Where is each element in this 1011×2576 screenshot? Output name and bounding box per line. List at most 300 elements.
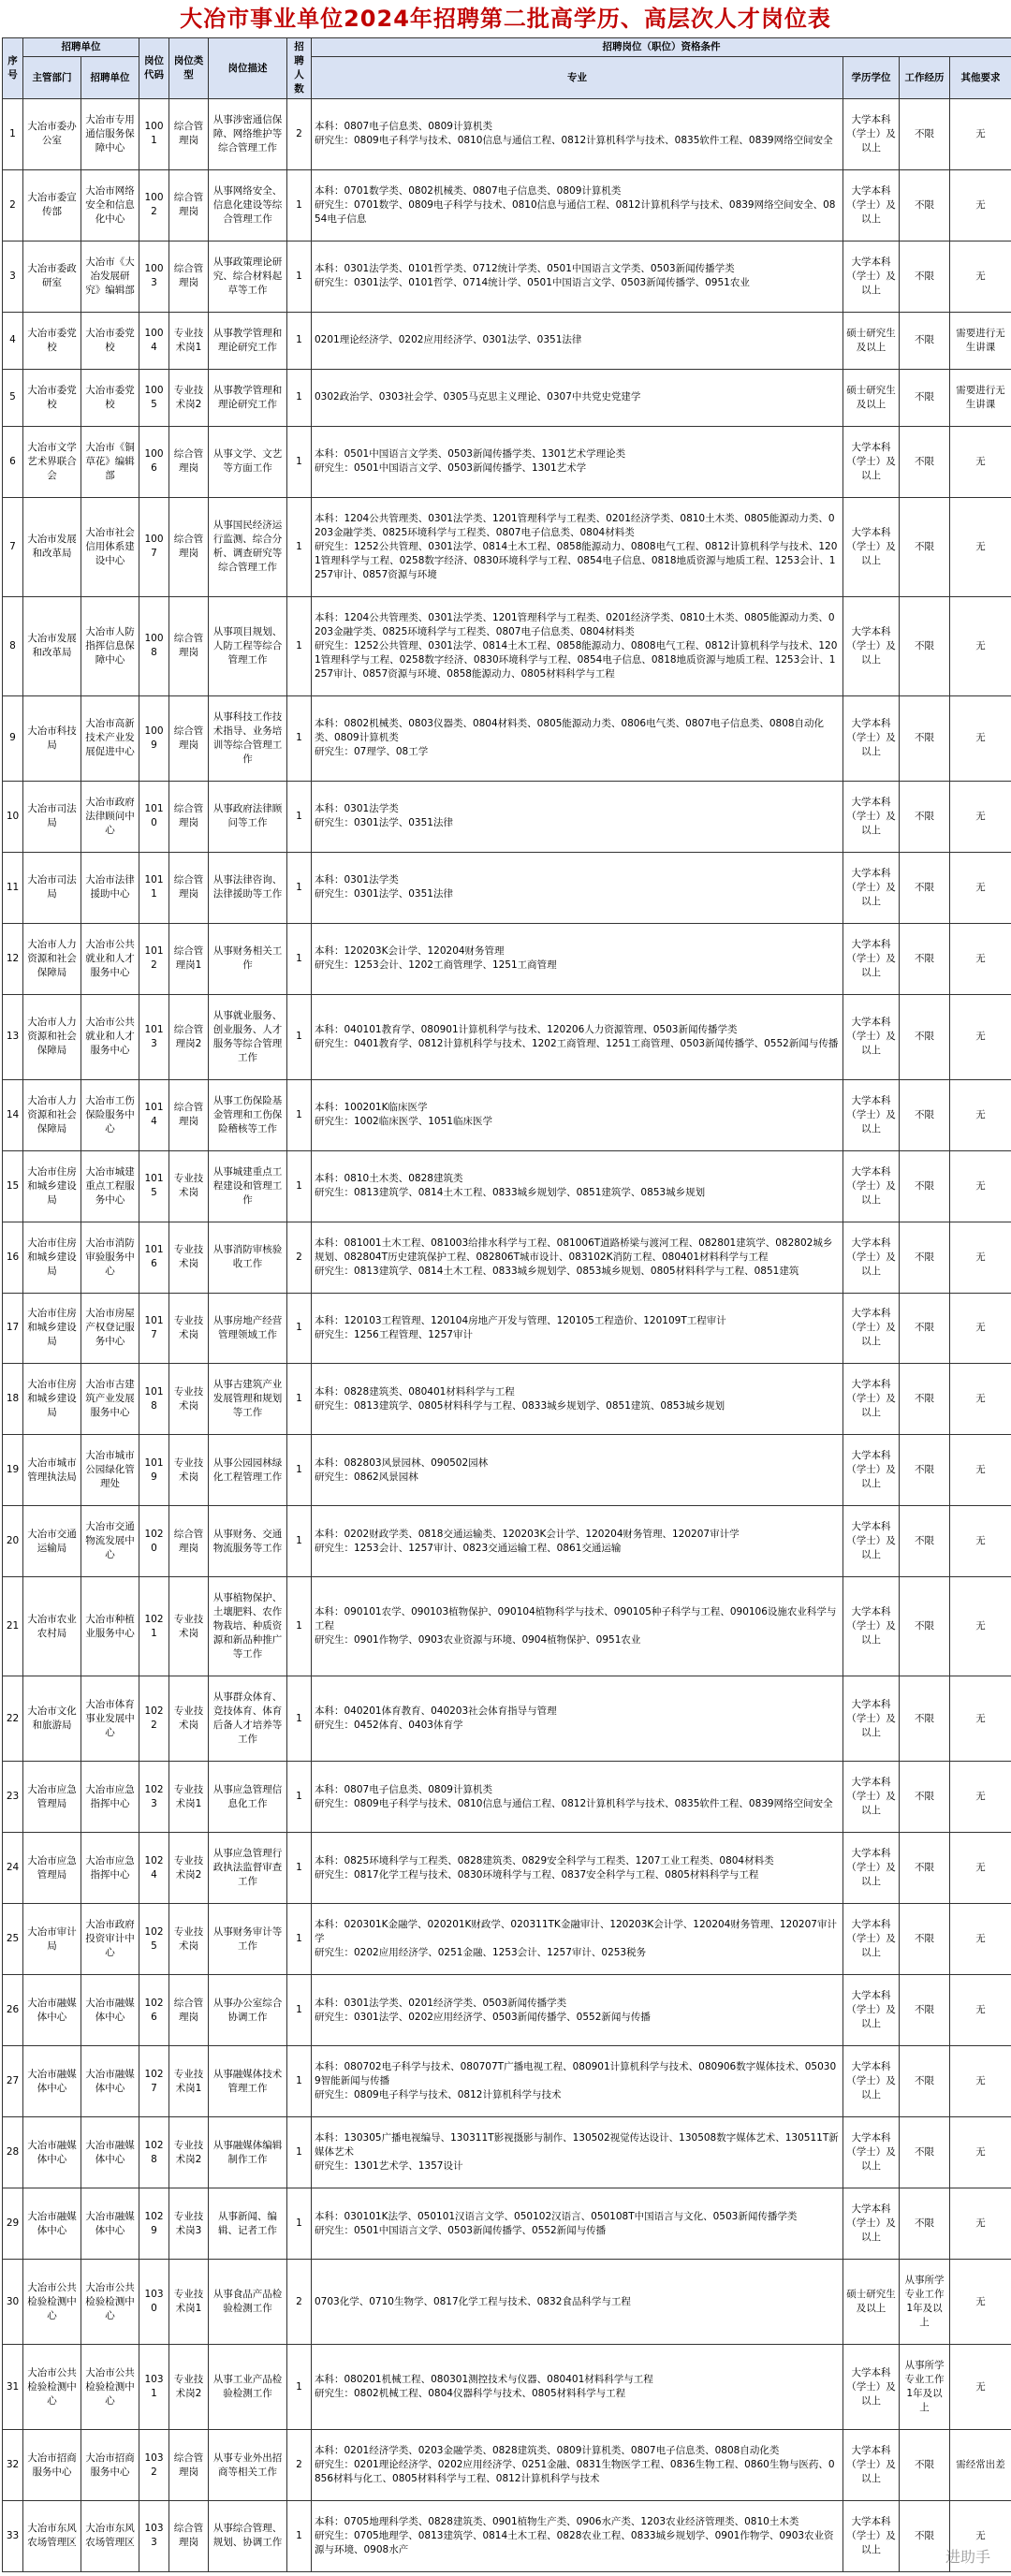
cell-employer: 大冶市公共就业和人才服务中心 (81, 994, 139, 1079)
cell-degree: 大学本科（学士）及以上 (843, 1676, 900, 1762)
cell-major: 本科：040101教育学、080901计算机科学与技术、120206人力资源管理、0503新闻传播学类 研究生：0401教育学、0812计算机科学与技术、1202工商管理、1251工商管理、0503新闻传播学、0552新闻与传播 (312, 994, 843, 1079)
cell-employer: 大冶市种植业服务中心 (81, 1577, 139, 1676)
cell-dept: 大冶市文学艺术界联合会 (23, 426, 81, 497)
cell-type: 专业技术岗 (169, 1676, 209, 1762)
cell-count: 1 (287, 596, 312, 695)
cell-desc: 从事财务相关工作 (209, 923, 287, 994)
cell-major: 本科：0201经济学类、0203金融学类、0828建筑类、0809计算机类、0807电子信息类、0808自动化类 研究生：0201理论经济学、0202应用经济学、0251金融、0831生物医学工程、0836生物工程、0860生物与医药、0856材料与化工、0805材料科学与工程、0812计算机科学与技术 (312, 2430, 843, 2501)
cell-desc: 从事教学管理和理论研究工作 (209, 369, 287, 426)
cell-dept: 大冶市委办公室 (23, 99, 81, 170)
cell-degree: 硕士研究生及以上 (843, 2260, 900, 2345)
cell-count: 1 (287, 1506, 312, 1577)
cell-seq: 30 (3, 2260, 23, 2345)
cell-degree: 大学本科（学士）及以上 (843, 1577, 900, 1676)
table-row (3, 426, 1011, 497)
cell-other: 无 (950, 994, 1011, 1079)
cell-other: 无 (950, 1293, 1011, 1364)
cell-desc: 从事网络安全、信息化建设等综合管理工作 (209, 169, 287, 241)
cell-code: 1007 (139, 497, 169, 596)
header-unit: 招聘单位 (23, 38, 139, 57)
cell-code: 1030 (139, 2260, 169, 2345)
cell-desc: 从事植物保护、土壤肥料、农作物栽培、种质资源和新品种推广等工作 (209, 1577, 287, 1676)
table-row (3, 497, 1011, 596)
cell-degree: 大学本科（学士）及以上 (843, 1975, 900, 2046)
cell-count: 1 (287, 1364, 312, 1435)
table-row (3, 1079, 1011, 1150)
cell-count: 1 (287, 2188, 312, 2260)
cell-other: 无 (950, 1762, 1011, 1833)
cell-code: 1005 (139, 369, 169, 426)
cell-count: 1 (287, 426, 312, 497)
cell-seq: 16 (3, 1222, 23, 1293)
cell-major: 本科：100201K临床医学 研究生：1002临床医学、1051临床医学 (312, 1079, 843, 1150)
cell-other: 无 (950, 169, 1011, 241)
cell-count: 1 (287, 923, 312, 994)
cell-code: 1009 (139, 695, 169, 781)
cell-count: 1 (287, 852, 312, 923)
cell-desc: 从事工伤保险基金管理和工伤保险稽核等工作 (209, 1079, 287, 1150)
cell-dept: 大冶市住房和城乡建设局 (23, 1222, 81, 1293)
cell-count: 1 (287, 1079, 312, 1150)
cell-desc: 从事融媒体技术管理工作 (209, 2046, 287, 2117)
cell-employer: 大冶市公共检验检测中心 (81, 2260, 139, 2345)
table-row (3, 2117, 1011, 2188)
cell-code: 1010 (139, 781, 169, 852)
cell-major: 本科：080201机械工程、080301测控技术与仪器、080401材料科学与工程 研究生：0802机械工程、0804仪器科学与技术、0805材料科学与工程 (312, 2345, 843, 2430)
cell-desc: 从事财务、交通物流服务等工作 (209, 1506, 287, 1577)
cell-code: 1006 (139, 426, 169, 497)
cell-employer: 大冶市《大冶发展研究》编辑部 (81, 241, 139, 312)
cell-employer: 大冶市专用通信服务保障中心 (81, 99, 139, 170)
cell-other: 无 (950, 1833, 1011, 1904)
cell-exp: 不限 (900, 1577, 950, 1676)
cell-count: 1 (287, 1293, 312, 1364)
cell-major: 本科：0301法学类、0101哲学类、0712统计学类、0501中国语言文学类、0503新闻传播学类 研究生：0301法学、0101哲学、0714统计学、0501中国语言文学、0503新闻传播学、0951农业 (312, 241, 843, 312)
cell-employer: 大冶市法律援助中心 (81, 852, 139, 923)
cell-seq: 23 (3, 1762, 23, 1833)
cell-other: 无 (950, 2117, 1011, 2188)
cell-seq: 5 (3, 369, 23, 426)
cell-degree: 大学本科（学士）及以上 (843, 923, 900, 994)
table-row (3, 1762, 1011, 1833)
cell-type: 专业技术岗1 (169, 2260, 209, 2345)
cell-code: 1031 (139, 2345, 169, 2430)
table-row (3, 312, 1011, 369)
cell-desc: 从事城建重点工程建设和管理工作 (209, 1150, 287, 1222)
cell-major: 本科：1204公共管理类、0301法学类、1201管理科学与工程类、0201经济学类、0810土木类、0805能源动力类、0203金融学类、0825环境科学与工程类、0807电子信息类、0804材料类 研究生：1252公共管理、0301法学、0814土木工程、0858能源动力、0808电气工程、0812计算机科学与技术、1201管理科学与工程、0258数字经济、0830环境科学与工程、0854电子信息、0818地质资源与地质工程、1253会计、1257审计、0857资源与环境 (312, 497, 843, 596)
cell-code: 1023 (139, 1762, 169, 1833)
cell-code: 1028 (139, 2117, 169, 2188)
cell-major: 本科：0701数学类、0802机械类、0807电子信息类、0809计算机类 研究生：0701数学、0809电子科学与技术、0810信息与通信工程、0812计算机科学与技术、0839网络空间安全、0854电子信息 (312, 169, 843, 241)
cell-dept: 大冶市住房和城乡建设局 (23, 1150, 81, 1222)
cell-code: 1011 (139, 852, 169, 923)
cell-type: 专业技术岗2 (169, 369, 209, 426)
cell-employer: 大冶市政府投资审计中心 (81, 1904, 139, 1975)
header-exp: 工作经历 (900, 57, 950, 99)
cell-seq: 24 (3, 1833, 23, 1904)
cell-desc: 从事专业外出招商等相关工作 (209, 2430, 287, 2501)
table-row (3, 781, 1011, 852)
table-row (3, 2260, 1011, 2345)
cell-employer: 大冶市公共就业和人才服务中心 (81, 923, 139, 994)
cell-exp: 不限 (900, 2501, 950, 2572)
cell-other: 无 (950, 1364, 1011, 1435)
cell-employer: 大冶市委党校 (81, 312, 139, 369)
cell-employer: 大冶市高新技术产业发展促进中心 (81, 695, 139, 781)
cell-code: 1022 (139, 1676, 169, 1762)
cell-seq: 22 (3, 1676, 23, 1762)
cell-degree: 硕士研究生及以上 (843, 312, 900, 369)
cell-count: 2 (287, 99, 312, 170)
cell-degree: 大学本科（学士）及以上 (843, 1150, 900, 1222)
cell-dept: 大冶市委党校 (23, 369, 81, 426)
cell-degree: 大学本科（学士）及以上 (843, 596, 900, 695)
cell-dept: 大冶市人力资源和社会保障局 (23, 923, 81, 994)
cell-code: 1020 (139, 1506, 169, 1577)
cell-code: 1025 (139, 1904, 169, 1975)
cell-dept: 大冶市委政研室 (23, 241, 81, 312)
cell-type: 综合管理岗 (169, 169, 209, 241)
cell-count: 1 (287, 1904, 312, 1975)
header-employer: 招聘单位 (81, 57, 139, 99)
cell-other: 无 (950, 2188, 1011, 2260)
cell-seq: 10 (3, 781, 23, 852)
cell-type: 综合管理岗 (169, 1079, 209, 1150)
cell-code: 1019 (139, 1435, 169, 1506)
cell-type: 专业技术岗3 (169, 2188, 209, 2260)
cell-degree: 大学本科（学士）及以上 (843, 497, 900, 596)
cell-other: 无 (950, 1904, 1011, 1975)
cell-count: 1 (287, 2345, 312, 2430)
cell-employer: 大冶市公共检验检测中心 (81, 2345, 139, 2430)
cell-desc: 从事食品产品检验检测工作 (209, 2260, 287, 2345)
cell-count: 1 (287, 1676, 312, 1762)
cell-seq: 11 (3, 852, 23, 923)
cell-type: 专业技术岗2 (169, 1833, 209, 1904)
cell-code: 1001 (139, 99, 169, 170)
cell-exp: 不限 (900, 241, 950, 312)
cell-degree: 大学本科（学士）及以上 (843, 2430, 900, 2501)
cell-employer: 大冶市交通物流发展中心 (81, 1506, 139, 1577)
cell-major: 本科：082803风景园林、090502园林 研究生：0862风景园林 (312, 1435, 843, 1506)
table-row (3, 1975, 1011, 2046)
cell-exp: 不限 (900, 1904, 950, 1975)
table-row (3, 169, 1011, 241)
cell-employer: 大冶市体育事业发展中心 (81, 1676, 139, 1762)
cell-other: 无 (950, 1676, 1011, 1762)
cell-desc: 从事古建筑产业发展管理和规划等工作 (209, 1364, 287, 1435)
cell-employer: 大冶市房屋产权登记服务中心 (81, 1293, 139, 1364)
cell-code: 1003 (139, 241, 169, 312)
cell-degree: 大学本科（学士）及以上 (843, 2046, 900, 2117)
cell-degree: 大学本科（学士）及以上 (843, 781, 900, 852)
cell-count: 1 (287, 1435, 312, 1506)
cell-exp: 不限 (900, 1435, 950, 1506)
cell-dept: 大冶市人力资源和社会保障局 (23, 994, 81, 1079)
cell-exp: 不限 (900, 312, 950, 369)
cell-count: 1 (287, 369, 312, 426)
cell-type: 综合管理岗1 (169, 923, 209, 994)
cell-count: 1 (287, 2046, 312, 2117)
cell-other: 无 (950, 2501, 1011, 2572)
cell-employer: 大冶市网络安全和信息化中心 (81, 169, 139, 241)
cell-other: 需要进行无生讲课 (950, 369, 1011, 426)
cell-seq: 17 (3, 1293, 23, 1364)
cell-exp: 不限 (900, 1833, 950, 1904)
table-row (3, 2345, 1011, 2430)
cell-exp: 不限 (900, 1975, 950, 2046)
table-row (3, 1577, 1011, 1676)
cell-major: 本科：0807电子信息类、0809计算机类 研究生：0809电子科学与技术、0810信息与通信工程、0812计算机科学与技术、0835软件工程、0839网络空间安全 (312, 99, 843, 170)
cell-desc: 从事涉密通信保障、网络维护等综合管理工作 (209, 99, 287, 170)
cell-exp: 不限 (900, 1676, 950, 1762)
cell-type: 专业技术岗 (169, 1293, 209, 1364)
cell-seq: 27 (3, 2046, 23, 2117)
cell-type: 综合管理岗 (169, 241, 209, 312)
cell-code: 1008 (139, 596, 169, 695)
cell-other: 无 (950, 596, 1011, 695)
cell-seq: 6 (3, 426, 23, 497)
cell-major: 本科：0828建筑类、080401材料科学与工程 研究生：0813建筑学、0805材料科学与工程、0833城乡规划学、0851建筑、0853城乡规划 (312, 1364, 843, 1435)
cell-seq: 4 (3, 312, 23, 369)
cell-other: 无 (950, 1150, 1011, 1222)
cell-code: 1016 (139, 1222, 169, 1293)
cell-degree: 大学本科（学士）及以上 (843, 1293, 900, 1364)
cell-dept: 大冶市人力资源和社会保障局 (23, 1079, 81, 1150)
cell-degree: 大学本科（学士）及以上 (843, 1435, 900, 1506)
cell-desc: 从事科技工作技术指导、业务培训等综合管理工作 (209, 695, 287, 781)
cell-seq: 32 (3, 2430, 23, 2501)
cell-other: 无 (950, 1506, 1011, 1577)
cell-degree: 大学本科（学士）及以上 (843, 1762, 900, 1833)
cell-count: 1 (287, 1150, 312, 1222)
cell-major: 本科：130305广播电视编导、130311T影视摄影与制作、130502视觉传达设计、130508数字媒体艺术、130511T新媒体艺术 研究生：1301艺术学、1357设计 (312, 2117, 843, 2188)
cell-count: 2 (287, 2430, 312, 2501)
cell-desc: 从事群众体育、竞技体育、体育后备人才培养等工作 (209, 1676, 287, 1762)
table-row (3, 852, 1011, 923)
cell-other: 无 (950, 1079, 1011, 1150)
cell-major: 本科：090101农学、090103植物保护、090104植物科学与技术、090105种子科学与工程、090106设施农业科学与工程 研究生：0901作物学、0903农业资源与环境、0904植物保护、0951农业 (312, 1577, 843, 1676)
cell-exp: 不限 (900, 994, 950, 1079)
watermark: 进助手 (945, 2548, 990, 2566)
cell-major: 0302政治学、0303社会学、0305马克思主义理论、0307中共党史党建学 (312, 369, 843, 426)
cell-code: 1015 (139, 1150, 169, 1222)
cell-count: 1 (287, 2501, 312, 2572)
cell-code: 1026 (139, 1975, 169, 2046)
table-row (3, 1222, 1011, 1293)
cell-major: 本科：0301法学类、0201经济学类、0503新闻传播学类 研究生：0301法学、0202应用经济学、0503新闻传播学、0552新闻与传播 (312, 1975, 843, 2046)
cell-degree: 大学本科（学士）及以上 (843, 1833, 900, 1904)
cell-employer: 大冶市融媒体中心 (81, 2117, 139, 2188)
cell-desc: 从事文学、文艺等方面工作 (209, 426, 287, 497)
header-type: 岗位类型 (169, 38, 209, 99)
cell-type: 综合管理岗 (169, 695, 209, 781)
cell-type: 综合管理岗 (169, 1506, 209, 1577)
cell-desc: 从事新闻、编辑、记者工作 (209, 2188, 287, 2260)
cell-exp: 不限 (900, 2117, 950, 2188)
cell-dept: 大冶市公共检验检测中心 (23, 2345, 81, 2430)
cell-seq: 25 (3, 1904, 23, 1975)
cell-code: 1017 (139, 1293, 169, 1364)
cell-other: 无 (950, 923, 1011, 994)
cell-degree: 大学本科（学士）及以上 (843, 99, 900, 170)
cell-major: 本科：081001土木工程、081003给排水科学与工程、081006T道路桥梁与渡河工程、082801建筑学、082802城乡规划、082804T历史建筑保护工程、082806T城市设计、083102K消防工程、080401材料科学与工程 研究生：0813建筑学、0814土木工程、0833城乡规划学、0853城乡规划、0805材料科学与工程、0851建筑 (312, 1222, 843, 1293)
cell-desc: 从事财务审计等工作 (209, 1904, 287, 1975)
cell-exp: 不限 (900, 1222, 950, 1293)
cell-seq: 3 (3, 241, 23, 312)
cell-exp: 不限 (900, 1762, 950, 1833)
cell-dept: 大冶市委宣传部 (23, 169, 81, 241)
cell-code: 1018 (139, 1364, 169, 1435)
cell-degree: 大学本科（学士）及以上 (843, 426, 900, 497)
cell-exp: 不限 (900, 1079, 950, 1150)
cell-desc: 从事综合管理、规划、协调工作 (209, 2501, 287, 2572)
cell-count: 1 (287, 497, 312, 596)
table-row (3, 1293, 1011, 1364)
cell-employer: 大冶市工伤保险服务中心 (81, 1079, 139, 1150)
cell-desc: 从事法律咨询、法律援助等工作 (209, 852, 287, 923)
cell-count: 1 (287, 2117, 312, 2188)
cell-other: 需要进行无生讲课 (950, 312, 1011, 369)
cell-seq: 2 (3, 169, 23, 241)
cell-employer: 大冶市城市公园绿化管理处 (81, 1435, 139, 1506)
table-row (3, 99, 1011, 170)
cell-employer: 大冶市融媒体中心 (81, 2188, 139, 2260)
cell-major: 本科：0825环境科学与工程类、0828建筑类、0829安全科学与工程类、1207工业工程类、0804材料类 研究生：0817化学工程与技术、0830环境科学与工程、0837安全科学与工程、0805材料科学与工程 (312, 1833, 843, 1904)
cell-exp: 不限 (900, 426, 950, 497)
cell-count: 1 (287, 1577, 312, 1676)
cell-type: 专业技术岗1 (169, 312, 209, 369)
cell-major: 本科：0810土木类、0828建筑类 研究生：0813建筑学、0814土木工程、0833城乡规划学、0851建筑学、0853城乡规划 (312, 1150, 843, 1222)
cell-code: 1027 (139, 2046, 169, 2117)
table-row (3, 1904, 1011, 1975)
table-row (3, 1150, 1011, 1222)
table-row (3, 1833, 1011, 1904)
cell-seq: 18 (3, 1364, 23, 1435)
cell-seq: 13 (3, 994, 23, 1079)
cell-count: 2 (287, 1222, 312, 1293)
cell-type: 综合管理岗 (169, 2501, 209, 2572)
cell-code: 1024 (139, 1833, 169, 1904)
cell-code: 1014 (139, 1079, 169, 1150)
cell-dept: 大冶市公共检验检测中心 (23, 2260, 81, 2345)
cell-seq: 20 (3, 1506, 23, 1577)
header-seq: 序号 (3, 38, 23, 99)
cell-type: 综合管理岗 (169, 497, 209, 596)
cell-seq: 33 (3, 2501, 23, 2572)
cell-desc: 从事教学管理和理论研究工作 (209, 312, 287, 369)
cell-desc: 从事工业产品检验检测工作 (209, 2345, 287, 2430)
table-row (3, 596, 1011, 695)
cell-count: 1 (287, 241, 312, 312)
cell-exp: 不限 (900, 923, 950, 994)
cell-exp: 不限 (900, 852, 950, 923)
cell-desc: 从事消防审核验收工作 (209, 1222, 287, 1293)
cell-dept: 大冶市招商服务中心 (23, 2430, 81, 2501)
header-other: 其他要求 (950, 57, 1011, 99)
cell-seq: 8 (3, 596, 23, 695)
cell-code: 1032 (139, 2430, 169, 2501)
cell-seq: 14 (3, 1079, 23, 1150)
cell-type: 综合管理岗2 (169, 994, 209, 1079)
cell-type: 专业技术岗2 (169, 2117, 209, 2188)
cell-desc: 从事公园园林绿化工程管理工作 (209, 1435, 287, 1506)
cell-dept: 大冶市文化和旅游局 (23, 1676, 81, 1762)
cell-desc: 从事就业服务、创业服务、人才服务等综合管理工作 (209, 994, 287, 1079)
cell-degree: 大学本科（学士）及以上 (843, 2188, 900, 2260)
cell-dept: 大冶市融媒体中心 (23, 2046, 81, 2117)
table-row (3, 695, 1011, 781)
cell-exp: 不限 (900, 1506, 950, 1577)
cell-exp: 不限 (900, 169, 950, 241)
header-major: 专业 (312, 57, 843, 99)
cell-other: 无 (950, 1435, 1011, 1506)
cell-seq: 26 (3, 1975, 23, 2046)
cell-employer: 大冶市社会信用体系建设中心 (81, 497, 139, 596)
cell-desc: 从事应急管理行政执法监督审查工作 (209, 1833, 287, 1904)
cell-type: 专业技术岗 (169, 1577, 209, 1676)
cell-major: 本科：020301K金融学、020201K财政学、020311TK金融审计、120203K会计学、120204财务管理、120207审计学 研究生：0202应用经济学、0251金融、1253会计、1257审计、0253税务 (312, 1904, 843, 1975)
cell-exp: 不限 (900, 781, 950, 852)
table-row (3, 2188, 1011, 2260)
cell-type: 综合管理岗 (169, 596, 209, 695)
cell-type: 综合管理岗 (169, 2430, 209, 2501)
cell-degree: 大学本科（学士）及以上 (843, 2117, 900, 2188)
table-row (3, 241, 1011, 312)
cell-employer: 大冶市东风农场管理区 (81, 2501, 139, 2572)
cell-employer: 大冶市城建重点工程服务中心 (81, 1150, 139, 1222)
table-row (3, 1435, 1011, 1506)
cell-code: 1012 (139, 923, 169, 994)
cell-exp: 不限 (900, 2188, 950, 2260)
cell-seq: 31 (3, 2345, 23, 2430)
cell-count: 1 (287, 169, 312, 241)
cell-seq: 15 (3, 1150, 23, 1222)
cell-type: 专业技术岗2 (169, 2345, 209, 2430)
cell-exp: 不限 (900, 497, 950, 596)
cell-degree: 大学本科（学士）及以上 (843, 2345, 900, 2430)
cell-major: 本科：0301法学类 研究生：0301法学、0351法律 (312, 781, 843, 852)
cell-degree: 大学本科（学士）及以上 (843, 1222, 900, 1293)
cell-dept: 大冶市东风农场管理区 (23, 2501, 81, 2572)
header-row-1 (3, 38, 1011, 57)
cell-code: 1002 (139, 169, 169, 241)
cell-degree: 大学本科（学士）及以上 (843, 852, 900, 923)
cell-degree: 大学本科（学士）及以上 (843, 1079, 900, 1150)
table-row (3, 923, 1011, 994)
cell-type: 综合管理岗 (169, 852, 209, 923)
cell-desc: 从事国民经济运行监测、综合分析、调查研究等综合管理工作 (209, 497, 287, 596)
cell-dept: 大冶市融媒体中心 (23, 1975, 81, 2046)
cell-dept: 大冶市融媒体中心 (23, 2117, 81, 2188)
cell-major: 本科：030101K法学、050101汉语言文学、050102汉语言、050108T中国语言与文化、0503新闻传播学类 研究生：0501中国语言文学、0503新闻传播学、0552新闻与传播 (312, 2188, 843, 2260)
cell-type: 综合管理岗 (169, 426, 209, 497)
cell-degree: 硕士研究生及以上 (843, 369, 900, 426)
cell-desc: 从事应急管理信息化工作 (209, 1762, 287, 1833)
cell-other: 需经常出差 (950, 2430, 1011, 2501)
cell-major: 本科：1204公共管理类、0301法学类、1201管理科学与工程类、0201经济学类、0810土木类、0805能源动力类、0203金融学类、0825环境科学与工程类、0807电子信息类、0804材料类 研究生：1252公共管理、0301法学、0814土木工程、0858能源动力、0808电气工程、0812计算机科学与技术、1201管理科学与工程、0258数字经济、0830环境科学与工程、0854电子信息、0818地质资源与地质工程、1253会计、1257审计、0857资源与环境、0858能源动力、0805材料科学与工程 (312, 596, 843, 695)
cell-count: 1 (287, 312, 312, 369)
cell-exp: 不限 (900, 596, 950, 695)
table-row (3, 2430, 1011, 2501)
cell-major: 本科：040201体育教育、040203社会体育指导与管理 研究生：0452体育、0403体育学 (312, 1676, 843, 1762)
cell-type: 专业技术岗1 (169, 2046, 209, 2117)
cell-major: 本科：120203K会计学、120204财务管理 研究生：1253会计、1202工商管理学、1251工商管理 (312, 923, 843, 994)
cell-code: 1029 (139, 2188, 169, 2260)
cell-major: 本科：0501中国语言文学类、0503新闻传播学类、1301艺术学理论类 研究生：0501中国语言文学、0503新闻传播学、1301艺术学 (312, 426, 843, 497)
header-qual: 招聘岗位（职位）资格条件 (312, 38, 1011, 57)
cell-desc: 从事项目规划、人防工程等综合管理工作 (209, 596, 287, 695)
